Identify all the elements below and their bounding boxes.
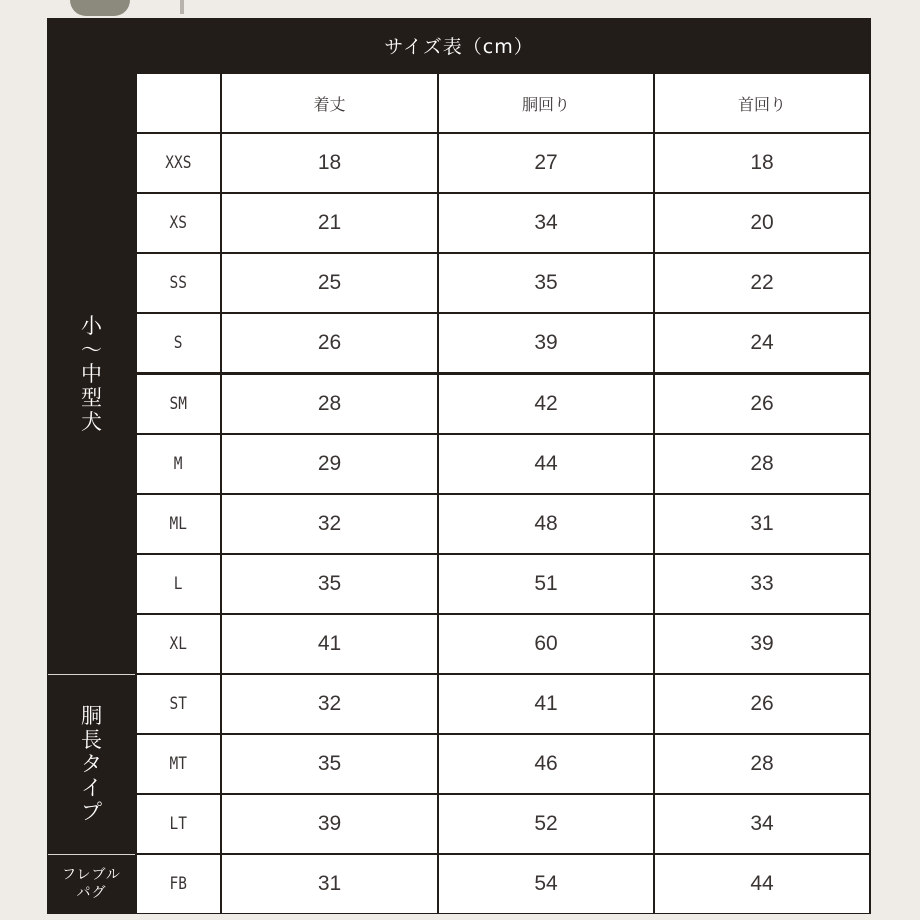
size-text: XL bbox=[169, 633, 188, 654]
table-cell: 46 bbox=[439, 735, 653, 793]
size-text: MT bbox=[169, 754, 188, 775]
group-label-char: 胴 bbox=[81, 704, 102, 729]
table-cell: 26 bbox=[655, 375, 869, 433]
table-cell: 31 bbox=[222, 855, 437, 913]
group-label-text bbox=[80, 704, 104, 824]
table-cell: 21 bbox=[222, 194, 437, 252]
header-corner-cell bbox=[137, 74, 220, 132]
table-cell: 31 bbox=[655, 495, 869, 553]
size-text: ST bbox=[169, 694, 188, 715]
table-cell: 20 bbox=[655, 194, 869, 252]
group-label-char: 犬 bbox=[81, 409, 102, 434]
table-cell: 48 bbox=[439, 495, 653, 553]
row-size-label bbox=[137, 134, 220, 192]
size-chart bbox=[47, 18, 871, 914]
group-label-2 bbox=[48, 675, 135, 853]
table-cell: 39 bbox=[222, 795, 437, 853]
group-label-char: 小 bbox=[81, 313, 102, 338]
group-label-char: プ bbox=[81, 800, 102, 825]
group-label-3 bbox=[48, 855, 135, 913]
table-cell: 42 bbox=[439, 375, 653, 433]
chart-title: サイズ表（cm） bbox=[384, 35, 534, 58]
size-text: SM bbox=[169, 393, 188, 414]
row-size-label bbox=[137, 495, 220, 553]
row-size-label bbox=[137, 855, 220, 913]
table-cell: 41 bbox=[439, 675, 653, 733]
table-cell: 44 bbox=[439, 435, 653, 493]
size-text: LT bbox=[169, 814, 188, 835]
group-label-char: 長 bbox=[81, 728, 102, 753]
group-label-1 bbox=[48, 74, 135, 673]
table-cell: 22 bbox=[655, 254, 869, 312]
group-label-char: 中 bbox=[81, 361, 102, 386]
table-cell: 35 bbox=[439, 254, 653, 312]
table-cell: 32 bbox=[222, 675, 437, 733]
table-cell: 54 bbox=[439, 855, 653, 913]
table-cell: 39 bbox=[439, 314, 653, 372]
table-cell: 34 bbox=[655, 795, 869, 853]
column-header-chest: 胴回り bbox=[439, 74, 653, 132]
table-cell: 32 bbox=[222, 495, 437, 553]
table-cell: 25 bbox=[222, 254, 437, 312]
table-cell: 60 bbox=[439, 615, 653, 673]
row-size-label bbox=[137, 555, 220, 613]
table-cell: 27 bbox=[439, 134, 653, 192]
table-cell: 34 bbox=[439, 194, 653, 252]
table-cell: 29 bbox=[222, 435, 437, 493]
size-text: ML bbox=[169, 513, 188, 534]
size-text: FB bbox=[169, 874, 188, 895]
group-divider bbox=[48, 674, 135, 675]
table-cell: 44 bbox=[655, 855, 869, 913]
row-size-label bbox=[137, 675, 220, 733]
group-label-line: フレブル bbox=[62, 867, 121, 884]
column-header-neck: 首回り bbox=[655, 74, 869, 132]
row-size-label bbox=[137, 314, 220, 372]
group-label-line: パグ bbox=[76, 885, 107, 902]
table-cell: 39 bbox=[655, 615, 869, 673]
table-cell: 35 bbox=[222, 735, 437, 793]
group-label-char: タ bbox=[81, 752, 102, 777]
size-text: SS bbox=[169, 273, 188, 294]
group-label-char: 〜 bbox=[81, 337, 102, 362]
table-cell: 28 bbox=[222, 375, 437, 433]
decor-dog-image-fragment bbox=[70, 0, 130, 16]
size-text: S bbox=[174, 333, 183, 354]
table-cell: 52 bbox=[439, 795, 653, 853]
row-size-label bbox=[137, 375, 220, 433]
table-cell: 18 bbox=[655, 134, 869, 192]
group-divider bbox=[48, 854, 135, 855]
row-size-label bbox=[137, 254, 220, 312]
table-cell: 24 bbox=[655, 314, 869, 372]
column-header-length: 着丈 bbox=[222, 74, 437, 132]
group-label-text bbox=[80, 314, 104, 434]
size-text: XXS bbox=[165, 153, 192, 174]
group-label-char: イ bbox=[81, 776, 102, 801]
row-size-label bbox=[137, 435, 220, 493]
table-cell: 18 bbox=[222, 134, 437, 192]
table-cell: 51 bbox=[439, 555, 653, 613]
table-cell: 41 bbox=[222, 615, 437, 673]
row-size-label bbox=[137, 735, 220, 793]
decor-leash-fragment bbox=[180, 0, 184, 14]
row-size-label bbox=[137, 615, 220, 673]
table-cell: 26 bbox=[655, 675, 869, 733]
table-cell: 26 bbox=[222, 314, 437, 372]
row-size-label bbox=[137, 194, 220, 252]
table-cell: 35 bbox=[222, 555, 437, 613]
group-label-char: 型 bbox=[81, 385, 102, 410]
row-size-label bbox=[137, 795, 220, 853]
table-cell: 28 bbox=[655, 735, 869, 793]
size-text: L bbox=[174, 573, 183, 594]
size-text: XS bbox=[169, 213, 188, 234]
size-text: M bbox=[174, 453, 183, 474]
table-cell: 28 bbox=[655, 435, 869, 493]
table-cell: 33 bbox=[655, 555, 869, 613]
